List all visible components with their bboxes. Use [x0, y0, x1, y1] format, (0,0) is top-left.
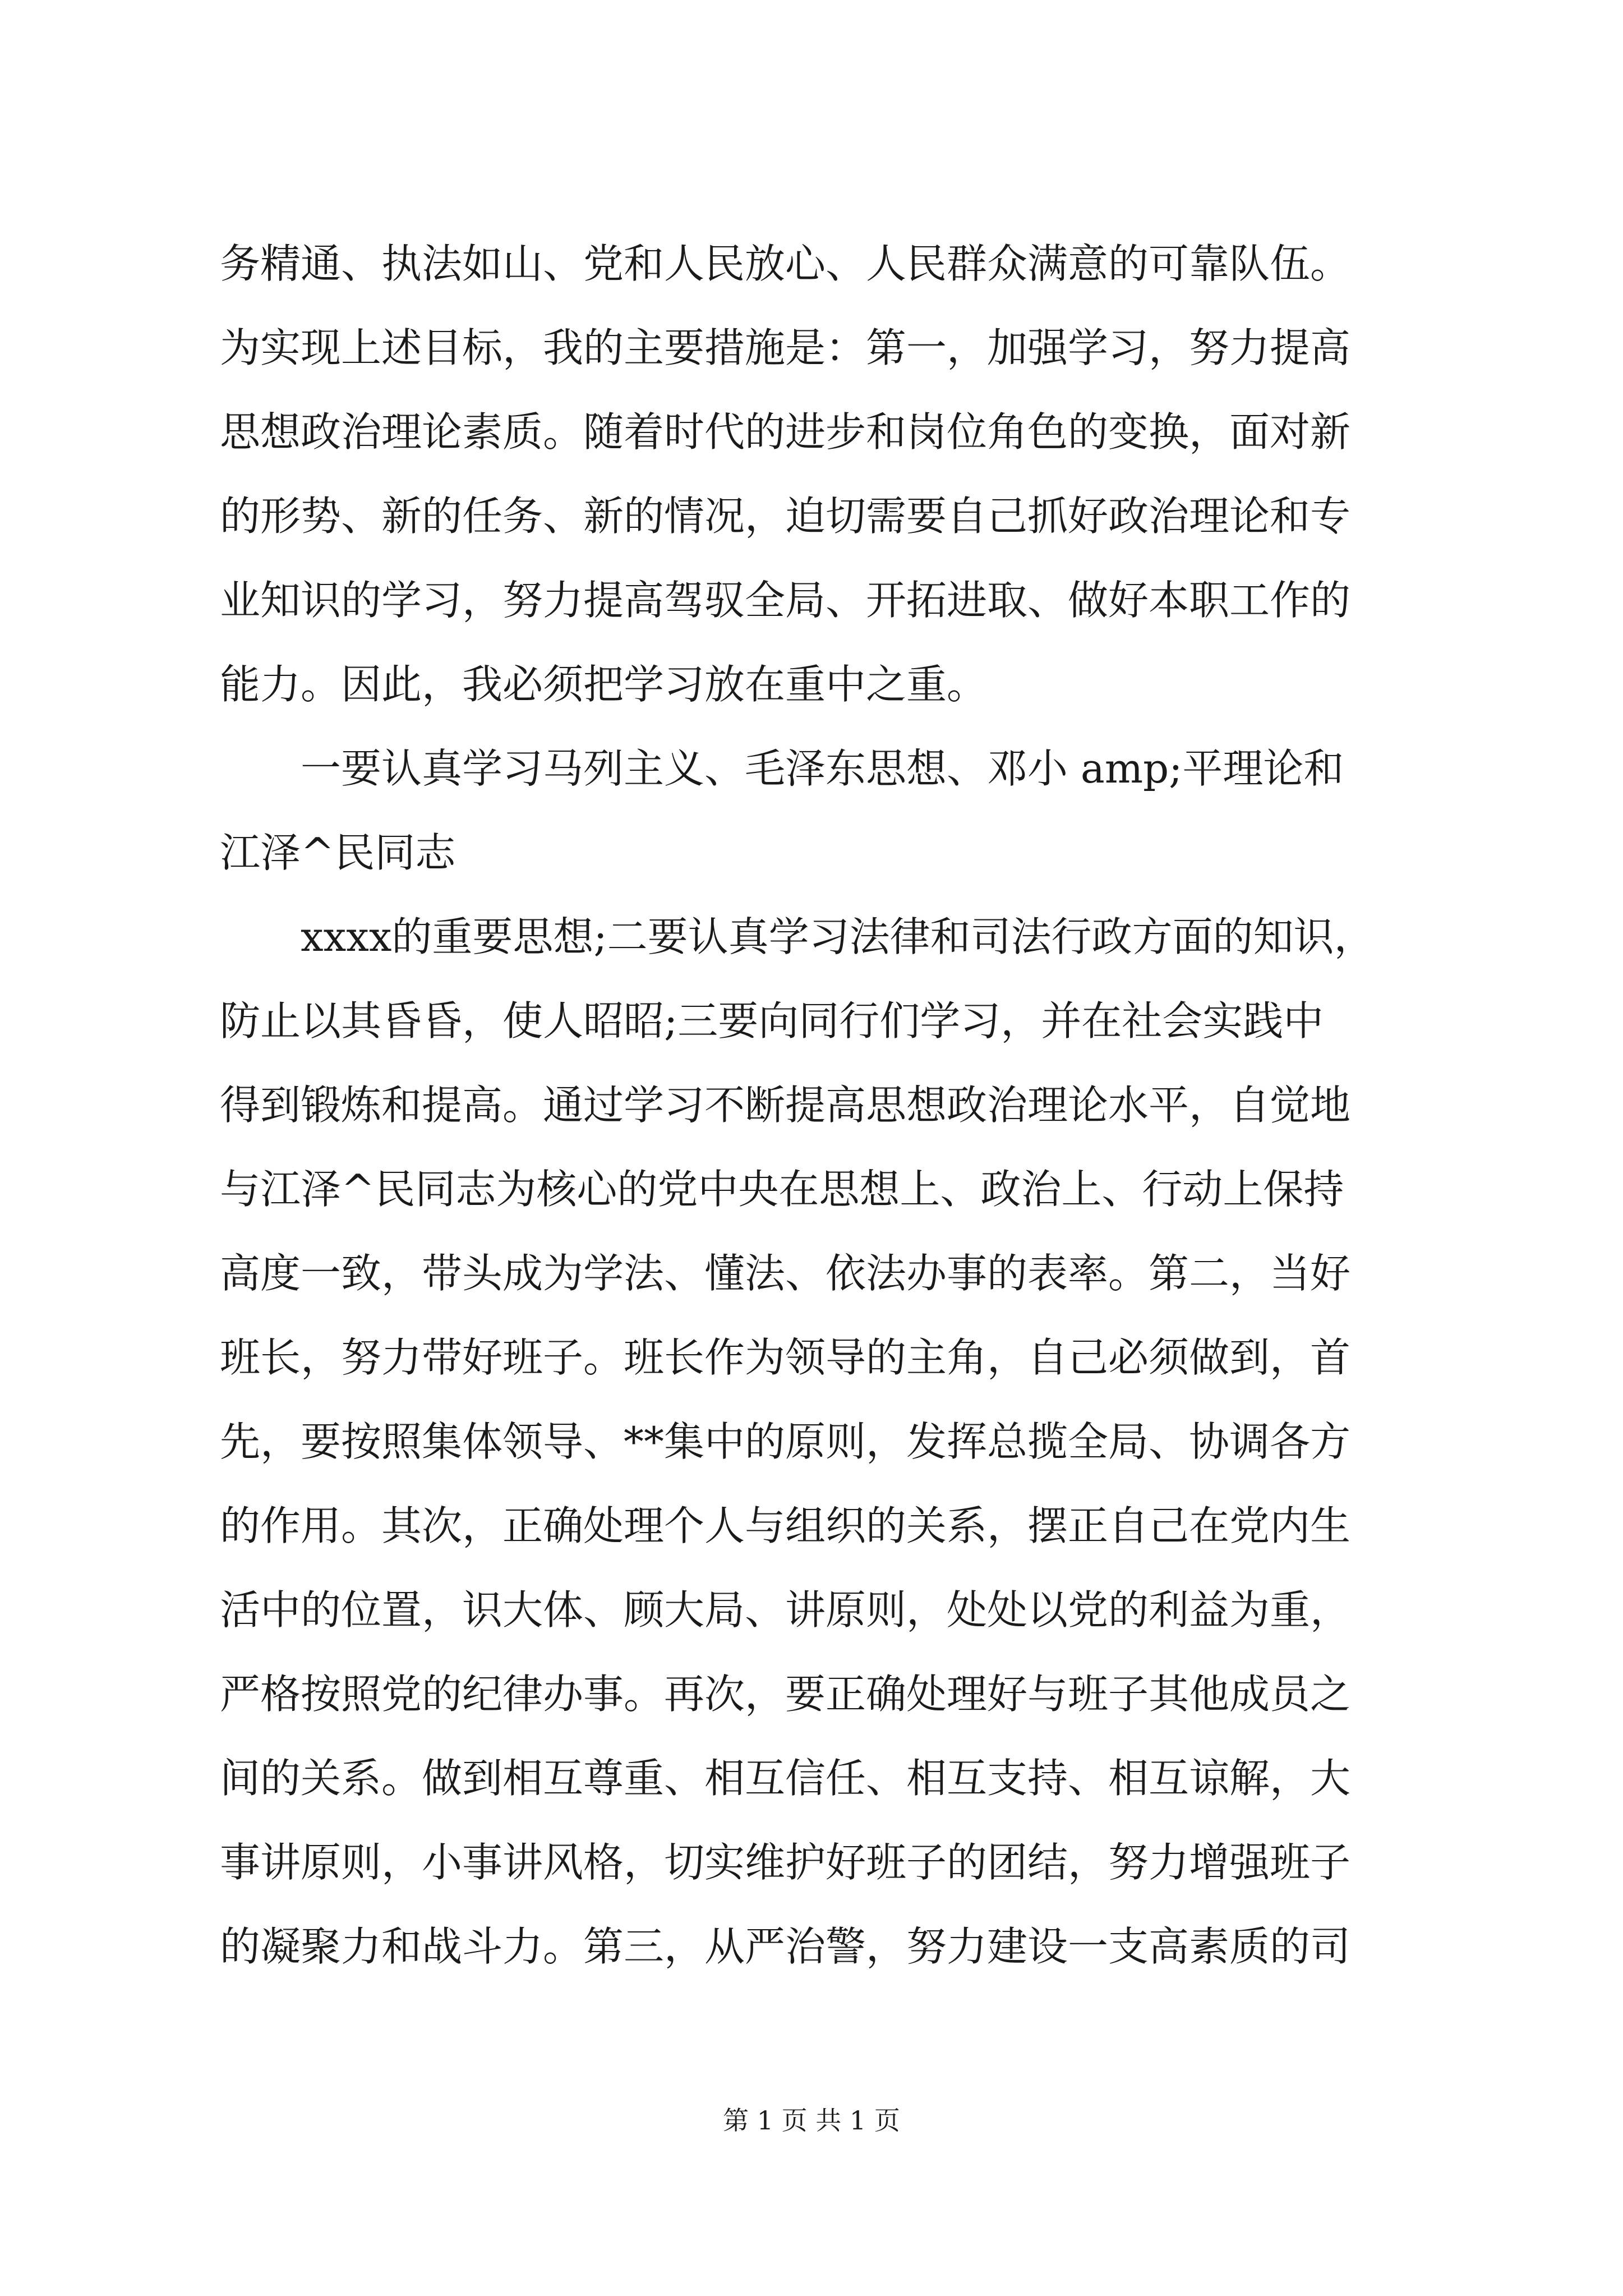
text-line: 严格按照党的纪律办事。再次，要正确处理好与班子其他成员之: [220, 1671, 1351, 1718]
text-line: 为实现上述目标，我的主要措施是：第一，加强学习，努力提高: [220, 324, 1351, 371]
text-line: 得到锻炼和提高。通过学习不断提高思想政治理论水平，自觉地: [220, 1082, 1351, 1129]
text-line: 思想政治理论素质。随着时代的进步和岗位角色的变换，面对新: [220, 408, 1351, 455]
text-line: 的形势、新的任务、新的情况，迫切需要自己抓好政治理论和专: [220, 493, 1351, 540]
text-line-paragraph-start: 一要认真学习马列主义、毛泽东思想、邓小 amp;平理论和: [301, 745, 1344, 792]
text-line: 的凝聚力和战斗力。第三，从严治警，努力建设一支高素质的司: [220, 1923, 1351, 1970]
text-line: 班长，努力带好班子。班长作为领导的主角，自己必须做到，首: [220, 1334, 1351, 1381]
text-line: 业知识的学习，努力提高驾驭全局、开拓进取、做好本职工作的: [220, 577, 1351, 624]
text-line: 江泽^民同志: [220, 829, 456, 876]
text-line: 防止以其昏昏，使人昭昭;三要向同行们学习，并在社会实践中: [220, 997, 1324, 1045]
text-line: 与江泽^民同志为核心的党中央在思想上、政治上、行动上保持: [220, 1166, 1344, 1213]
text-line: 的作用。其次，正确处理个人与组织的关系，摆正自己在党内生: [220, 1502, 1351, 1549]
document-body: [220, 222, 1426, 1989]
text-line: 先，要按照集体领导、**集中的原则，发挥总揽全局、协调各方: [220, 1418, 1351, 1465]
text-line: 事讲原则，小事讲风格，切实维护好班子的团结，努力增强班子: [220, 1839, 1351, 1886]
text-line: 务精通、执法如山、党和人民放心、人民群众满意的可靠队伍。: [220, 240, 1351, 287]
text-line-paragraph-start: xxxx的重要思想;二要认真学习法律和司法行政方面的知识，: [301, 913, 1375, 960]
page-footer: [0, 2104, 1623, 2137]
page-number-label: 第 1 页 共 1 页: [723, 2105, 900, 2136]
text-line: 间的关系。做到相互尊重、相互信任、相互支持、相互谅解，大: [220, 1755, 1351, 1802]
text-line: 高度一致，带头成为学法、懂法、依法办事的表率。第二，当好: [220, 1250, 1351, 1297]
text-line: 能力。因此，我必须把学习放在重中之重。: [220, 661, 988, 708]
text-line: 活中的位置，识大体、顾大局、讲原则，处处以党的利益为重，: [220, 1586, 1351, 1634]
